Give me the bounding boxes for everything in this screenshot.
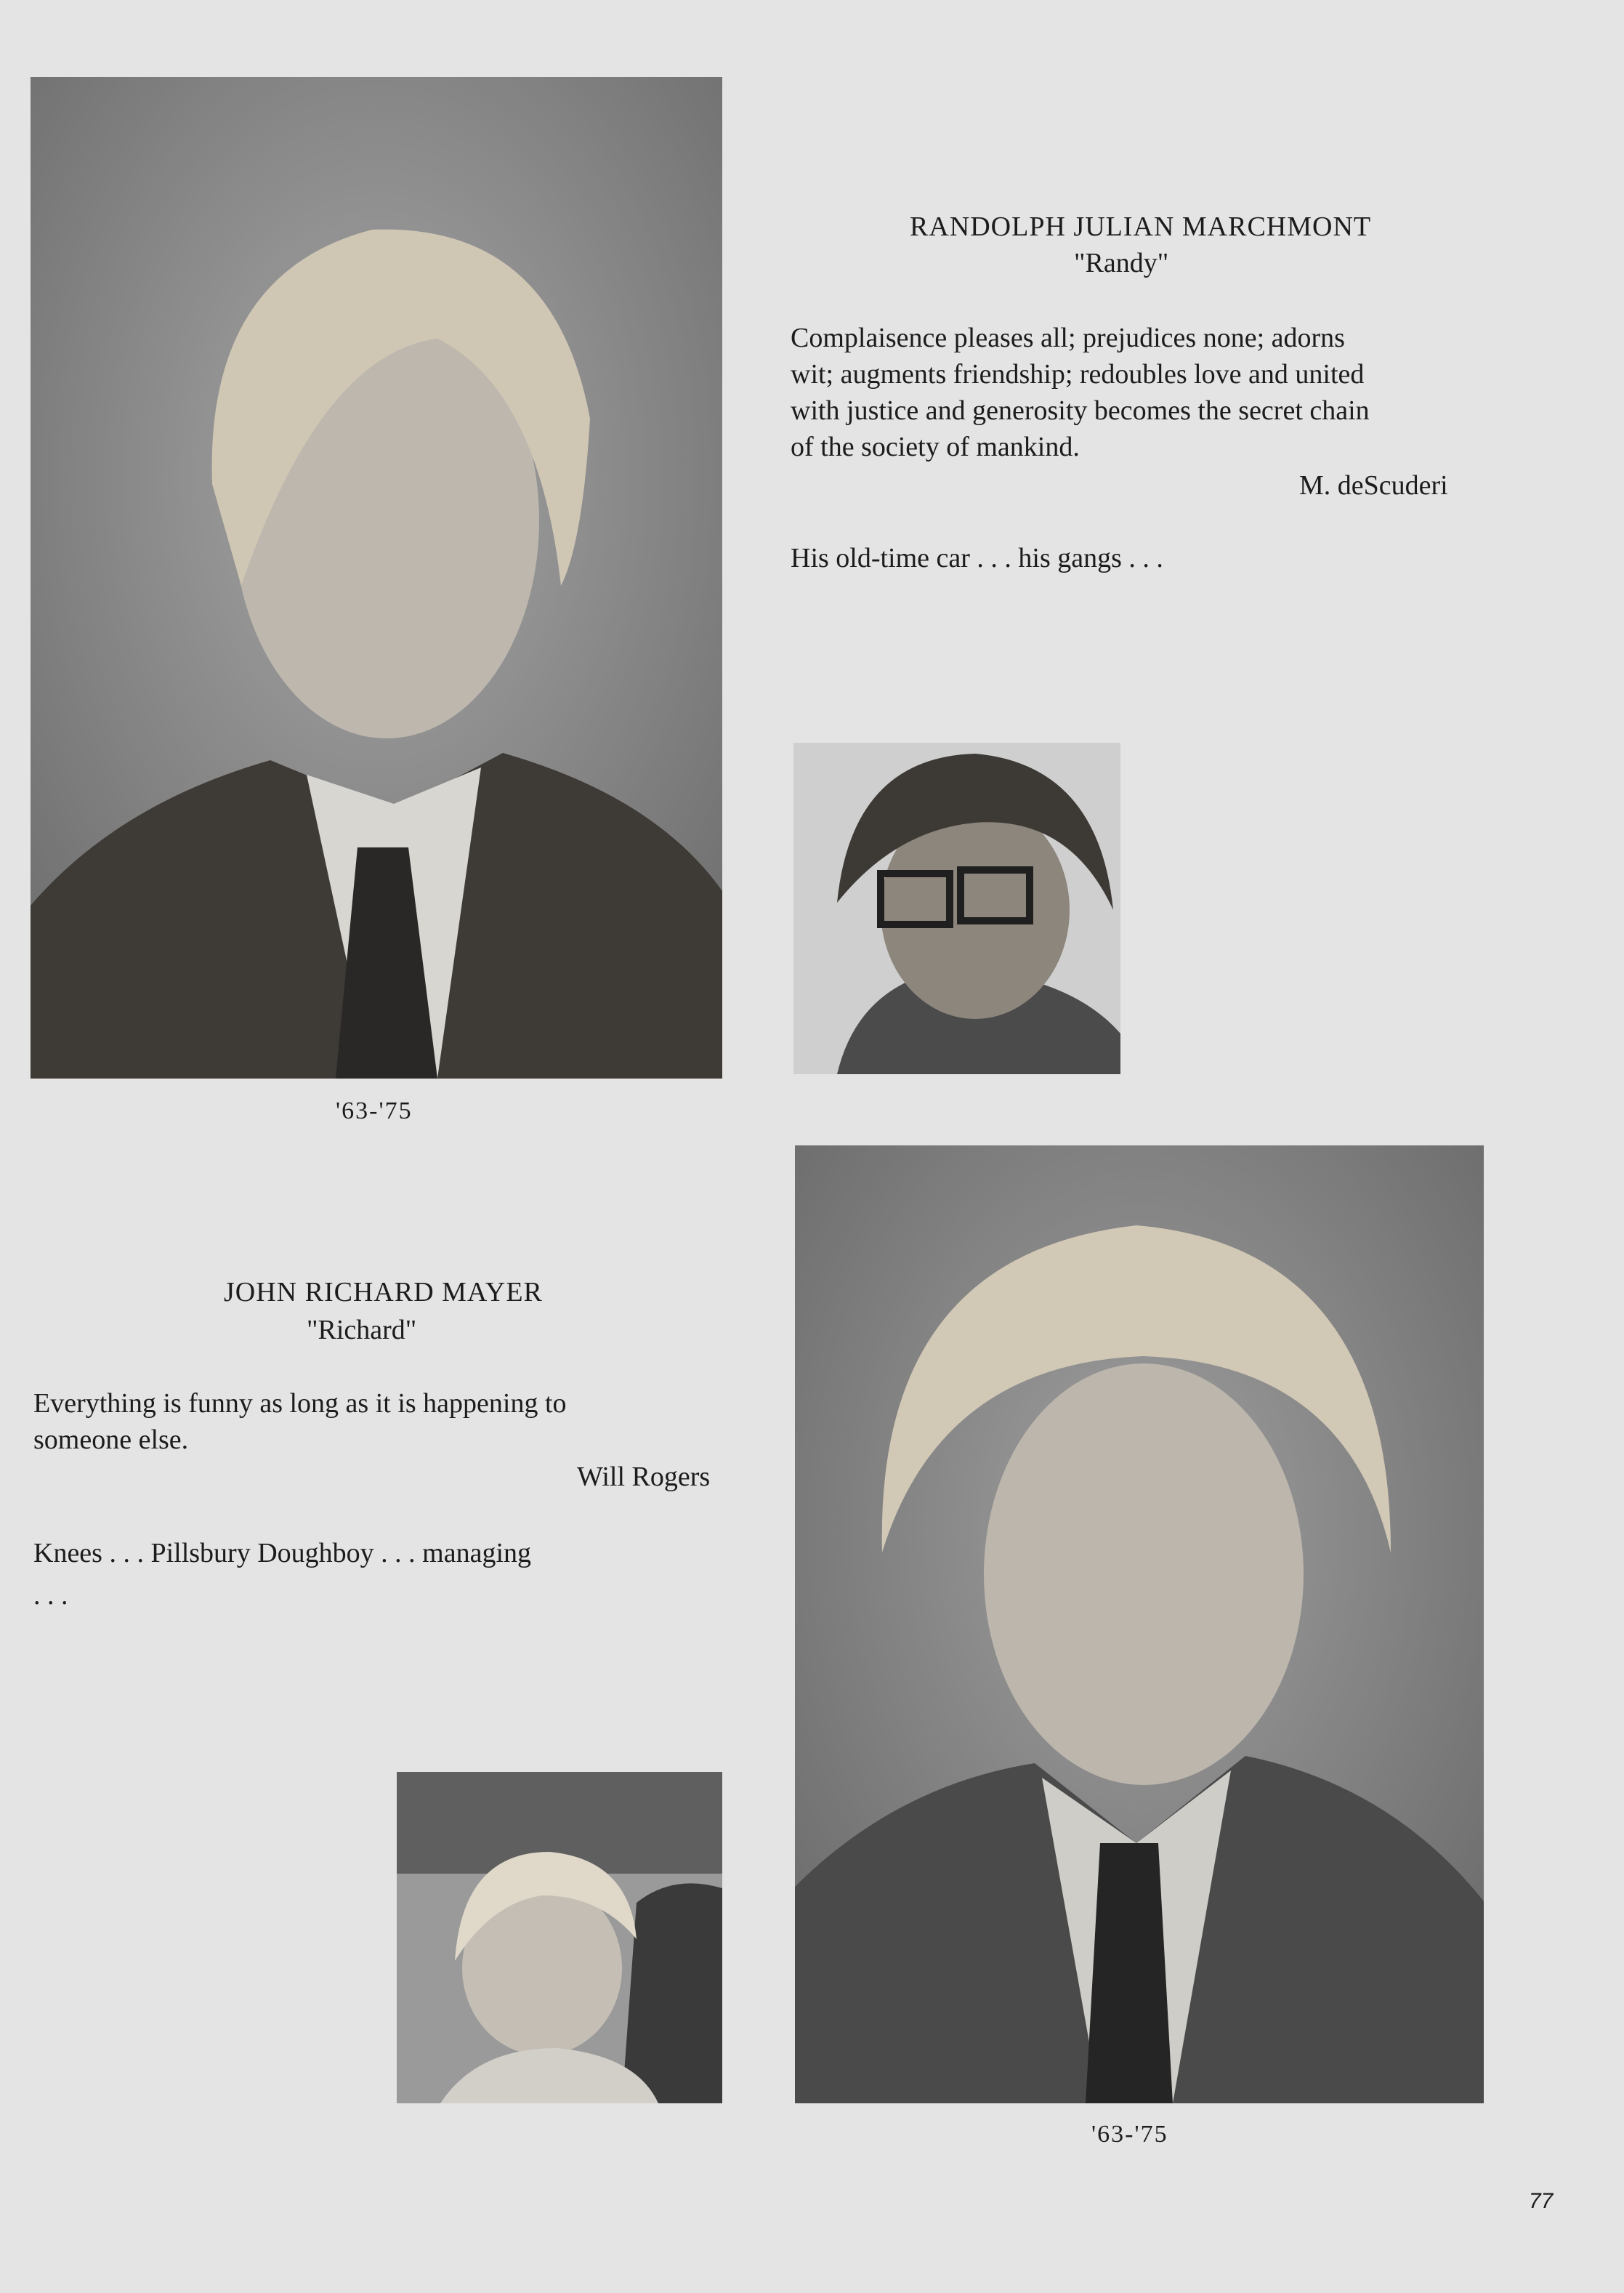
quote-line: Complaisence pleases all; prejudices none; adorns xyxy=(791,323,1345,353)
student-nickname: "Richard" xyxy=(307,1315,417,1345)
quote-line: of the society of mankind. xyxy=(791,432,1080,462)
student-name: JOHN RICHARD MAYER xyxy=(224,1277,543,1307)
candid-photo-john-mayer xyxy=(397,1772,722,2103)
portrait-photo-john-mayer xyxy=(795,1145,1484,2103)
student-notes: His old-time car . . . his gangs . . . xyxy=(791,543,1163,573)
student-name: RANDOLPH JULIAN MARCHMONT xyxy=(910,211,1372,242)
senior-quote xyxy=(791,320,1370,465)
portrait-photo-randolph-marchmont xyxy=(31,77,722,1079)
class-years: '63-'75 xyxy=(1091,2121,1168,2148)
notes-line: Knees . . . Pillsbury Doughboy . . . managing xyxy=(33,1538,532,1568)
quote-line: Everything is funny as long as it is happening to xyxy=(33,1388,567,1419)
senior-quote xyxy=(33,1385,567,1458)
student-nickname: "Randy" xyxy=(1074,248,1169,278)
quote-author: Will Rogers xyxy=(577,1462,711,1492)
quote-line: with justice and generosity becomes the secret chain xyxy=(791,395,1370,426)
quote-line: wit; augments friendship; redoubles love and united xyxy=(791,359,1365,390)
quote-line: someone else. xyxy=(33,1424,189,1455)
page-number: 77 xyxy=(1529,2189,1554,2213)
quote-author: M. deScuderi xyxy=(1299,470,1448,501)
notes-line: . . . xyxy=(33,1580,68,1611)
class-years: '63-'75 xyxy=(336,1097,413,1124)
student-notes xyxy=(33,1532,531,1616)
candid-photo-randolph-marchmont xyxy=(793,743,1120,1074)
